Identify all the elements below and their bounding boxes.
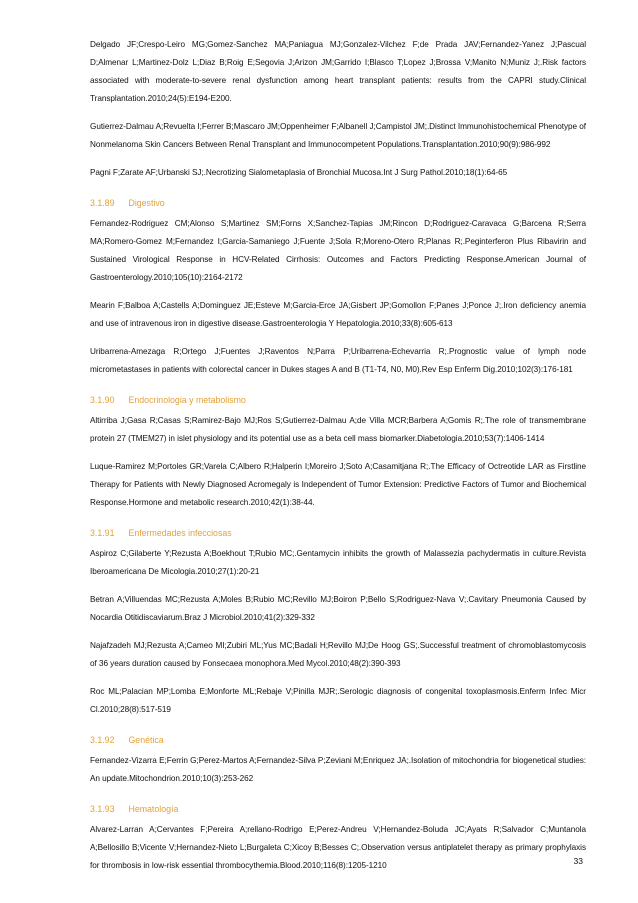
reference-entry: Gutierrez-Dalmau A;Revuelta I;Ferrer B;Mascaro JM;Oppenheimer F;Albanell J;Campistol JM;.Distinct Immunohistochemical Phenotype of Nonmelanoma Skin Cancers Between Renal Transplant and Immunocompetent Populations.Transplantation.2010;90(9):986-992 bbox=[90, 122, 586, 149]
section-title: Genética bbox=[128, 735, 164, 745]
reference-entry: Delgado JF;Crespo-Leiro MG;Gomez-Sanchez MA;Paniagua MJ;Gonzalez-Vilchez F;de Prada JAV;Fernandez-Yanez J;Pascual D;Almenar L;Martinez-Dolz L;Diaz B;Roig E;Segovia J;Arizon JM;Garrido I;Blasco T;Lopez J;Brossa V;Manito N;Muniz J;.Risk factors associated with moderate-to-severe renal dysfunction among heart transplant patients: results from the CAPRI study.Clinical Transplantation.2010;24(5):E194-E200. bbox=[90, 40, 586, 103]
section-number: 3.1.90 bbox=[90, 395, 115, 405]
section-heading bbox=[90, 197, 586, 209]
reference-entry: Najafzadeh MJ;Rezusta A;Cameo MI;Zubiri ML;Yus MC;Badali H;Revillo MJ;De Hoog GS;.Successful treatment of chromoblastomycosis of 36 years duration caused by Fonsecaea monophora.Med Mycol.2010;48(2):390-393 bbox=[90, 641, 586, 668]
section-number: 3.1.93 bbox=[90, 804, 115, 814]
section-title: Enfermedades infecciosas bbox=[128, 528, 232, 538]
reference-entry: Mearin F;Balboa A;Castells A;Dominguez JE;Esteve M;Garcia-Erce JA;Gisbert JP;Gomollon F;Panes J;Ponce J;.Iron deficiency anemia and use of intravenous iron in digestive disease.Gastroenterologia Y Hepatologia.2010;33(8):605-613 bbox=[90, 301, 586, 328]
reference-entry: Alvarez-Larran A;Cervantes F;Pereira A;rellano-Rodrigo E;Perez-Andreu V;Hernandez-Boluda JC;Ayats R;Salvador C;Muntanola A;Bellosillo B;Vicente V;Hernandez-Nieto L;Burgaleta C;Xicoy B;Besses C;.Observation versus antiplatelet therapy as primary prophylaxis for thrombosis in low-risk essential thrombocythemia.Blood.2010;116(8):1205-1210 bbox=[90, 825, 586, 870]
section-number: 3.1.89 bbox=[90, 198, 115, 208]
section-heading bbox=[90, 734, 586, 746]
page-number: 33 bbox=[573, 856, 583, 866]
section-title: Hematología bbox=[128, 804, 179, 814]
section-title: Digestivo bbox=[128, 198, 165, 208]
reference-entry: Fernandez-Vizarra E;Ferrin G;Perez-Martos A;Fernandez-Silva P;Zeviani M;Enriquez JA;.Isolation of mitochondria for biogenetical studies: An update.Mitochondrion.2010;10(3):253-262 bbox=[90, 756, 586, 783]
section-title: Endocrinologia y metabolismo bbox=[128, 395, 246, 405]
section-heading bbox=[90, 803, 586, 815]
section-heading bbox=[90, 527, 586, 539]
document-page bbox=[90, 36, 586, 885]
reference-entry: Fernandez-Rodriguez CM;Alonso S;Martinez SM;Forns X;Sanchez-Tapias JM;Rincon D;Rodriguez-Caravaca G;Barcena R;Serra MA;Romero-Gomez M;Fernandez I;Garcia-Samaniego J;Fuente J;Sola R;Moreno-Otero R;Planas R;.Peginterferon Plus Ribavirin and Sustained Virological Response in HCV-Related Cirrhosis: Outcomes and Factors Predicting Response.American Journal of Gastroenterology.2010;105(10):2164-2172 bbox=[90, 219, 586, 282]
reference-list bbox=[90, 36, 586, 875]
reference-entry: Altirriba J;Gasa R;Casas S;Ramirez-Bajo MJ;Ros S;Gutierrez-Dalmau A;de Villa MCR;Barbera A;Gomis R;.The role of transmembrane protein 27 (TMEM27) in islet physiology and its potential use as a beta cell mass biomarker.Diabetologia.2010;53(7):1406-1414 bbox=[90, 416, 586, 443]
reference-entry: Uribarrena-Amezaga R;Ortego J;Fuentes J;Raventos N;Parra P;Uribarrena-Echevarria R;.Prognostic value of lymph node micrometastases in patients with colorectal cancer in Dukes stages A and B (T1-T4, N0, M0).Rev Esp Enferm Dig.2010;102(3):176-181 bbox=[90, 347, 586, 374]
section-number: 3.1.92 bbox=[90, 735, 115, 745]
reference-entry: Aspiroz C;Gilaberte Y;Rezusta A;Boekhout T;Rubio MC;.Gentamycin inhibits the growth of Malassezia pachydermatis in culture.Revista Iberoamericana De Micologia.2010;27(1):20-21 bbox=[90, 549, 586, 576]
section-heading bbox=[90, 394, 586, 406]
section-number: 3.1.91 bbox=[90, 528, 115, 538]
reference-entry: Roc ML;Palacian MP;Lomba E;Monforte ML;Rebaje V;Pinilla MJR;.Serologic diagnosis of congenital toxoplasmosis.Enferm Infec Micr Cl.2010;28(8):517-519 bbox=[90, 687, 586, 714]
reference-entry: Betran A;Villuendas MC;Rezusta A;Moles B;Rubio MC;Revillo MJ;Boiron P;Bello S;Rodriguez-Nava V;.Cavitary Pneumonia Caused by Nocardia Otitidiscaviarum.Braz J Microbiol.2010;41(2):329-332 bbox=[90, 595, 586, 622]
reference-entry: Luque-Ramirez M;Portoles GR;Varela C;Albero R;Halperin I;Moreiro J;Soto A;Casamitjana R;.The Efficacy of Octreotide LAR as Firstline Therapy for Patients with Newly Diagnosed Acromegaly is Independent of Tumor Extension: Predictive Factors of Tumor and Biochemical Response.Hormone and metabolic research.2010;42(1):38-44. bbox=[90, 462, 586, 507]
reference-entry: Pagni F;Zarate AF;Urbanski SJ;.Necrotizing Sialometaplasia of Bronchial Mucosa.Int J Surg Pathol.2010;18(1):64-65 bbox=[90, 168, 508, 177]
